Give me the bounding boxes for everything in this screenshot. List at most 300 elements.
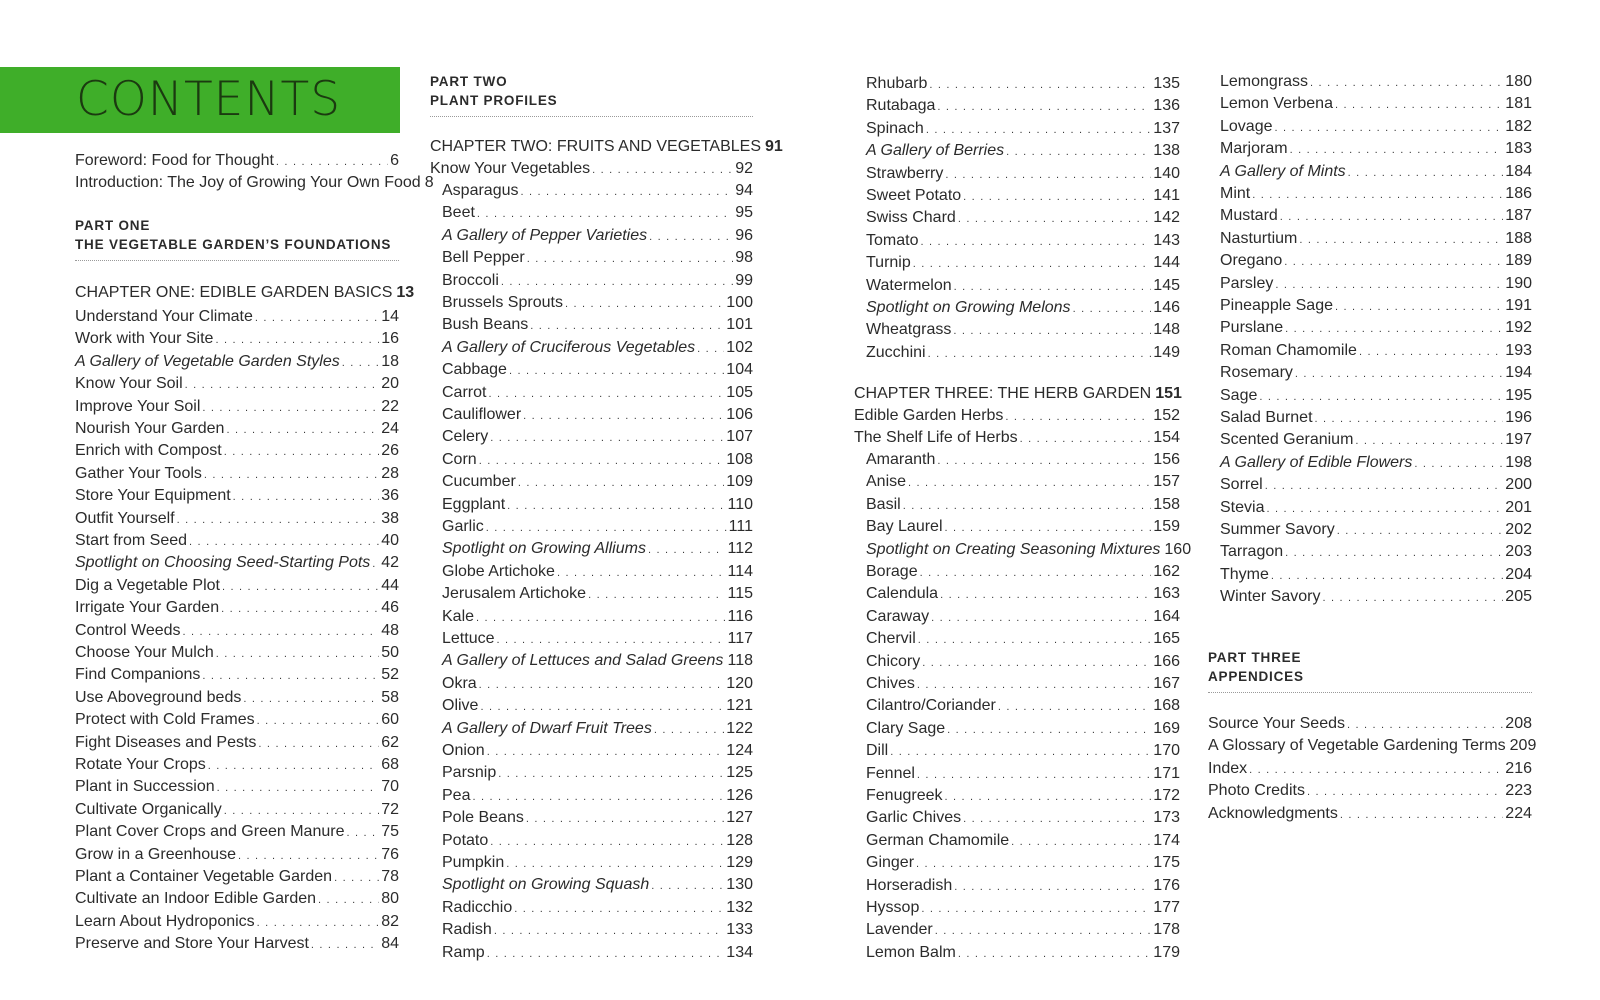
- toc-entry-title: Radicchio: [442, 898, 513, 916]
- toc-page-number: 209: [1509, 737, 1537, 755]
- toc-entry: [866, 652, 1180, 672]
- toc-page-number: 116: [727, 607, 753, 625]
- toc-entry-title: Scented Geranium: [1220, 431, 1354, 449]
- toc-entry-title: Acknowledgments: [1208, 804, 1338, 822]
- toc-entry: [75, 553, 399, 573]
- toc-page-number: 13: [396, 284, 415, 301]
- toc-entry-title: Rosemary: [1220, 364, 1293, 382]
- toc-entry: [75, 867, 399, 887]
- toc-entry-title: Lovage: [1220, 117, 1273, 135]
- toc-entry: [75, 307, 399, 327]
- dot-leader: [530, 316, 724, 336]
- dot-leader: [917, 675, 1151, 695]
- toc-page-number: 100: [726, 294, 753, 311]
- toc-entry-title: Thyme: [1220, 565, 1269, 583]
- dot-leader: [1347, 715, 1503, 735]
- toc-entry-title: Preserve and Store Your Harvest: [75, 935, 309, 953]
- dot-leader: [1285, 319, 1503, 339]
- dot-leader: [929, 75, 1151, 95]
- dot-leader: [890, 742, 1151, 762]
- toc-entry: [75, 845, 399, 865]
- toc-page-number: 22: [381, 397, 399, 415]
- toc-page-number: 68: [381, 756, 399, 773]
- toc-entry: [866, 164, 1180, 184]
- toc-entry-title: Photo Credits: [1208, 782, 1305, 800]
- toc-entry-title: Lemon Verbena: [1220, 95, 1333, 113]
- dot-leader: [1252, 185, 1503, 205]
- part-one-title: THE VEGETABLE GARDEN’S FOUNDATIONS: [75, 237, 392, 252]
- toc-entry: [866, 607, 1180, 627]
- toc-page-number: 48: [381, 621, 399, 639]
- toc-entry-title: Spinach: [866, 119, 924, 137]
- dot-leader: [954, 877, 1151, 897]
- toc-page-number: 145: [1153, 276, 1180, 294]
- dot-leader: [257, 711, 380, 731]
- toc-entry-title: Plant Cover Crops and Green Manure: [75, 823, 345, 841]
- toc-page-number: 107: [726, 428, 753, 446]
- toc-entry: [866, 674, 1180, 694]
- part-two-title: PLANT PROFILES: [430, 93, 558, 108]
- toc-entry: [866, 786, 1180, 806]
- dot-leader: [1020, 429, 1152, 449]
- dot-leader: [1073, 299, 1152, 319]
- dot-leader: [945, 165, 1151, 185]
- dot-leader: [479, 451, 725, 471]
- toc-page-number: 149: [1153, 343, 1180, 361]
- toc-entry: [75, 733, 399, 753]
- dot-leader: [935, 921, 1152, 941]
- dot-leader: [1266, 499, 1503, 519]
- toc-page-number: 157: [1153, 473, 1180, 491]
- toc-page-number: 202: [1505, 521, 1532, 538]
- toc-entry: [75, 777, 399, 797]
- toc-entry-title: CHAPTER TWO: FRUITS AND VEGETABLES: [430, 138, 762, 155]
- toc-page-number: 126: [726, 786, 753, 804]
- toc-entry: [866, 320, 1180, 340]
- dot-leader: [1265, 476, 1504, 496]
- toc-page-number: 196: [1505, 409, 1532, 426]
- toc-entry-title: Amaranth: [866, 451, 936, 468]
- toc-entry-title: Corn: [442, 450, 477, 468]
- dot-leader: [1295, 364, 1503, 384]
- toc-entry-title: Swiss Chard: [866, 209, 956, 227]
- toc-entry-title: Fenugreek: [866, 787, 943, 804]
- toc-page-number: 181: [1505, 95, 1532, 113]
- dot-leader: [523, 406, 724, 426]
- toc-page-number: 156: [1153, 451, 1180, 468]
- dot-leader: [318, 890, 379, 910]
- toc-page-number: 194: [1505, 364, 1532, 382]
- toc-entry: [1220, 274, 1532, 294]
- toc-page-number: 172: [1153, 787, 1180, 804]
- toc-entry: [1208, 759, 1532, 779]
- toc-entry: [1220, 565, 1532, 585]
- toc-page-number: 138: [1153, 142, 1180, 160]
- dot-leader: [945, 787, 1152, 807]
- toc-entry: [442, 405, 753, 425]
- toc-entry: [75, 441, 399, 461]
- toc-entry-title: Protect with Cold Frames: [75, 711, 255, 729]
- dot-leader: [479, 675, 725, 695]
- dot-leader: [922, 653, 1151, 673]
- dot-leader: [953, 321, 1151, 341]
- toc-entry: [75, 889, 399, 909]
- toc-entry: [442, 943, 753, 963]
- toc-entry: [442, 226, 753, 246]
- toc-page-number: 95: [735, 204, 753, 222]
- toc-entry: [442, 629, 753, 649]
- toc-entry: [866, 141, 1180, 161]
- toc-page-number: 129: [726, 854, 753, 871]
- toc-entry-title: Tomato: [866, 231, 919, 249]
- toc-page-number: 114: [727, 562, 753, 580]
- toc-entry-title: Eggplant: [442, 495, 506, 513]
- toc-entry: [1220, 184, 1532, 204]
- dot-leader: [1340, 805, 1503, 825]
- toc-entry: [442, 741, 753, 761]
- toc-entry: [75, 665, 399, 685]
- toc-page-number: 197: [1505, 431, 1532, 449]
- toc-page-number: 177: [1153, 899, 1180, 916]
- toc-entry-title: Irrigate Your Garden: [75, 599, 220, 617]
- dot-leader: [494, 921, 724, 941]
- toc-page-number: 50: [381, 644, 399, 661]
- toc-page-number: 127: [726, 809, 753, 827]
- toc-entry-title: Tarragon: [1220, 543, 1284, 561]
- toc-entry: [1220, 475, 1532, 495]
- toc-entry-title: Understand Your Climate: [75, 308, 253, 325]
- dot-leader: [1307, 782, 1503, 802]
- toc-entry: [442, 719, 753, 739]
- toc-entry-title: Choose Your Mulch: [75, 644, 214, 661]
- toc-entry-title: Sweet Potato: [866, 187, 962, 204]
- toc-page-number: 117: [727, 630, 753, 647]
- part-two-label: PART TWO: [430, 74, 508, 89]
- toc-page-number: 158: [1153, 495, 1180, 513]
- dot-leader: [1355, 431, 1503, 451]
- toc-page-number: 182: [1505, 117, 1532, 135]
- toc-page-number: 205: [1505, 588, 1532, 606]
- toc-page-number: 146: [1153, 299, 1180, 316]
- toc-entry: [75, 621, 399, 641]
- toc-page-number: 40: [381, 532, 399, 549]
- toc-entry: [866, 920, 1180, 940]
- dot-leader: [1275, 118, 1504, 138]
- dot-leader: [185, 375, 380, 395]
- toc-entry: [866, 343, 1180, 363]
- dot-leader: [477, 204, 733, 224]
- toc-entry-title: Horseradish: [866, 876, 953, 894]
- toc-page-number: 106: [726, 406, 753, 423]
- toc-entry: [1220, 430, 1532, 450]
- toc-entry-title: A Gallery of Lettuces and Salad Greens: [442, 652, 724, 670]
- toc-page-number: 186: [1505, 185, 1532, 202]
- toc-page-number: 201: [1505, 498, 1532, 516]
- chapter-three-heading: [854, 384, 1180, 404]
- toc-entry: [75, 934, 399, 954]
- dot-leader: [1259, 387, 1503, 407]
- toc-entry-title: Cultivate Organically: [75, 800, 222, 818]
- toc-entry-title: Fennel: [866, 764, 915, 782]
- toc-entry-title: A Gallery of Edible Flowers: [1220, 453, 1413, 471]
- dot-leader: [926, 120, 1151, 140]
- toc-entry: [442, 495, 753, 515]
- toc-entry: [442, 315, 753, 335]
- toc-entry-title: Watermelon: [866, 276, 952, 294]
- toc-page-number: 141: [1153, 187, 1180, 204]
- toc-page-number: 78: [381, 868, 399, 885]
- toc-entry: [75, 912, 399, 932]
- toc-entry: [866, 472, 1180, 492]
- dot-leader: [222, 577, 379, 597]
- toc-entry-title: Lemongrass: [1220, 73, 1309, 90]
- toc-page-number: 101: [726, 316, 753, 334]
- toc-entry: [442, 584, 753, 604]
- dot-leader: [518, 473, 724, 493]
- toc-entry-title: Enrich with Compost: [75, 442, 222, 460]
- dot-leader: [487, 742, 725, 762]
- toc-entry: [442, 293, 753, 313]
- dot-leader: [945, 518, 1152, 538]
- toc-entry: [442, 450, 753, 470]
- toc-entry: [866, 74, 1180, 94]
- toc-page-number: 193: [1505, 341, 1532, 359]
- dot-leader: [592, 160, 733, 180]
- toc-entry: [866, 876, 1180, 896]
- toc-entry: [1208, 714, 1532, 734]
- toc-entry: [866, 540, 1192, 560]
- toc-entry: [866, 719, 1180, 739]
- toc-entry: [854, 406, 1180, 426]
- toc-entry-title: Spotlight on Growing Melons: [866, 299, 1071, 316]
- dot-leader: [202, 666, 379, 686]
- toc-page-number: 110: [727, 495, 753, 513]
- toc-entry: [866, 943, 1180, 963]
- dot-leader: [937, 451, 1151, 471]
- toc-entry-title: Olive: [442, 697, 479, 715]
- part-three-title: APPENDICES: [1208, 669, 1304, 684]
- toc-entry-title: Chives: [866, 675, 915, 692]
- toc-entry-title: Wheatgrass: [866, 321, 952, 339]
- toc-entry-title: Plant a Container Vegetable Garden: [75, 868, 333, 885]
- dot-leader: [1271, 566, 1503, 586]
- toc-page-number: 20: [381, 375, 399, 393]
- part-three-label: PART THREE: [1208, 650, 1302, 665]
- dot-leader: [1359, 342, 1503, 362]
- toc-entry: [442, 338, 753, 358]
- toc-entry-title: Plant in Succession: [75, 778, 215, 796]
- toc-page-number: 160: [1164, 540, 1192, 558]
- toc-entry: [75, 173, 434, 193]
- dot-leader: [238, 846, 379, 866]
- dot-leader: [958, 944, 1151, 964]
- toc-entry-title: A Gallery of Pepper Varieties: [442, 226, 648, 244]
- dot-leader: [963, 187, 1151, 207]
- toc-entry: [1208, 736, 1537, 756]
- toc-entry: [866, 119, 1180, 139]
- toc-page-number: 169: [1153, 719, 1180, 737]
- toc-entry: [1220, 587, 1532, 607]
- toc-entry-title: Control Weeds: [75, 621, 181, 639]
- toc-entry: [75, 509, 399, 529]
- dot-leader: [501, 272, 733, 292]
- toc-page-number: 198: [1505, 453, 1532, 471]
- toc-page-number: 36: [381, 487, 399, 505]
- part-one-divider: [75, 260, 399, 261]
- toc-page-number: 168: [1153, 697, 1180, 715]
- dot-leader: [954, 277, 1152, 297]
- toc-page-number: 14: [381, 308, 399, 325]
- toc-page-number: 104: [726, 361, 753, 379]
- toc-page-number: 46: [381, 599, 399, 617]
- toc-entry-title: The Shelf Life of Herbs: [854, 429, 1018, 447]
- toc-entry: [75, 576, 399, 596]
- toc-entry-title: Cultivate an Indoor Edible Garden: [75, 890, 317, 908]
- toc-entry-title: Asparagus: [442, 182, 519, 199]
- toc-entry: [442, 383, 753, 403]
- toc-page-number: 8: [424, 174, 434, 192]
- toc-entry: [866, 898, 1180, 918]
- toc-entry: [1220, 542, 1532, 562]
- toc-entry-title: Strawberry: [866, 164, 944, 182]
- dot-leader: [1337, 521, 1504, 541]
- dot-leader: [918, 630, 1152, 650]
- dot-leader: [1335, 95, 1503, 115]
- toc-entry: [430, 159, 753, 179]
- toc-entry-title: Chervil: [866, 630, 916, 648]
- toc-page-number: 191: [1505, 297, 1532, 314]
- toc-page-number: 115: [727, 585, 753, 603]
- toc-page-number: 178: [1153, 921, 1180, 939]
- toc-entry-title: Find Companions: [75, 666, 201, 684]
- toc-entry-title: Spotlight on Choosing Seed-Starting Pots: [75, 554, 371, 572]
- dot-leader: [311, 935, 379, 955]
- dot-leader: [1005, 407, 1151, 427]
- toc-page-number: 195: [1505, 386, 1532, 404]
- dot-leader: [496, 630, 725, 650]
- dot-leader: [221, 599, 379, 619]
- toc-entry-title: Beet: [442, 204, 475, 222]
- toc-page-number: 223: [1505, 782, 1532, 800]
- toc-entry: [866, 96, 1180, 116]
- toc-entry: [75, 710, 399, 730]
- toc-page-number: 203: [1505, 543, 1532, 561]
- toc-entry-title: Bell Pepper: [442, 249, 525, 267]
- toc-page-number: 98: [735, 249, 753, 267]
- dot-leader: [1315, 409, 1504, 429]
- toc-entry: [866, 450, 1180, 470]
- dot-leader: [498, 764, 724, 784]
- dot-leader: [255, 308, 379, 328]
- toc-entry: [442, 517, 753, 537]
- toc-entry-title: Know Your Vegetables: [430, 160, 591, 177]
- toc-entry-title: Turnip: [866, 254, 911, 272]
- toc-entry-title: Pumpkin: [442, 854, 505, 871]
- toc-page-number: 38: [381, 509, 399, 527]
- toc-entry: [75, 352, 399, 372]
- dot-leader: [1348, 163, 1504, 183]
- dot-leader: [654, 720, 724, 740]
- dot-leader: [476, 608, 725, 628]
- toc-page-number: 204: [1505, 565, 1532, 583]
- toc-entry-title: Celery: [442, 428, 489, 446]
- toc-page-number: 187: [1505, 207, 1532, 225]
- toc-entry: [442, 181, 753, 201]
- toc-page-number: 125: [726, 764, 753, 782]
- toc-page-number: 165: [1153, 630, 1180, 648]
- dot-leader: [226, 420, 379, 440]
- toc-page-number: 142: [1153, 209, 1180, 227]
- dot-leader: [928, 344, 1152, 364]
- toc-page-number: 6: [390, 152, 399, 169]
- toc-entry-title: A Gallery of Mints: [1220, 162, 1346, 180]
- toc-entry: [866, 517, 1180, 537]
- dot-leader: [920, 563, 1152, 583]
- toc-entry-title: Foreword: Food for Thought: [75, 152, 274, 169]
- toc-entry-title: Nasturtium: [1220, 229, 1298, 247]
- toc-page-number: 124: [726, 742, 753, 759]
- toc-entry: [442, 763, 753, 783]
- dot-leader: [183, 622, 380, 642]
- toc-entry-title: Ramp: [442, 943, 485, 961]
- dot-leader: [521, 182, 734, 202]
- toc-entry-title: Improve Your Soil: [75, 397, 201, 415]
- chapter-one-heading: [75, 283, 415, 303]
- toc-entry: [854, 428, 1180, 448]
- dot-leader: [913, 254, 1152, 274]
- dot-leader: [1290, 140, 1504, 160]
- toc-page-number: 94: [735, 182, 753, 199]
- toc-page-number: 60: [381, 711, 399, 729]
- dot-leader: [921, 899, 1151, 919]
- dot-leader: [224, 442, 379, 462]
- dot-leader: [216, 644, 379, 664]
- toc-page-number: 58: [381, 688, 399, 706]
- dot-leader: [202, 398, 379, 418]
- toc-page-number: 154: [1153, 429, 1180, 447]
- toc-entry-title: A Gallery of Berries: [866, 142, 1005, 160]
- toc-page-number: 224: [1505, 804, 1532, 822]
- dot-leader: [903, 496, 1152, 516]
- toc-entry-title: Start from Seed: [75, 532, 188, 549]
- toc-entry: [1220, 117, 1532, 137]
- toc-entry-title: Outfit Yourself: [75, 509, 175, 527]
- toc-entry-title: A Gallery of Cruciferous Vegetables: [442, 338, 696, 356]
- toc-entry-title: Fight Diseases and Pests: [75, 733, 257, 751]
- toc-page-number: 120: [726, 674, 753, 692]
- dot-leader: [963, 809, 1151, 829]
- toc-entry: [75, 755, 399, 775]
- toc-entry-title: Edible Garden Herbs: [854, 407, 1004, 424]
- toc-entry: [75, 643, 399, 663]
- dot-leader: [243, 689, 379, 709]
- dot-leader: [526, 809, 724, 829]
- toc-entry-title: Caraway: [866, 607, 930, 625]
- toc-entry: [866, 696, 1180, 716]
- toc-page-number: 183: [1505, 140, 1532, 158]
- toc-entry: [442, 786, 753, 806]
- chapter-two-heading: [430, 137, 783, 157]
- toc-entry-title: Calendula: [866, 585, 939, 603]
- toc-entry: [1220, 251, 1532, 271]
- toc-page-number: 190: [1505, 274, 1532, 292]
- toc-entry: [442, 696, 753, 716]
- toc-entry-title: Rhubarb: [866, 75, 928, 92]
- toc-entry: [866, 208, 1180, 228]
- toc-entry-title: Spotlight on Growing Alliums: [442, 540, 646, 558]
- toc-entry: [1220, 162, 1532, 182]
- toc-entry-title: Gather Your Tools: [75, 464, 202, 482]
